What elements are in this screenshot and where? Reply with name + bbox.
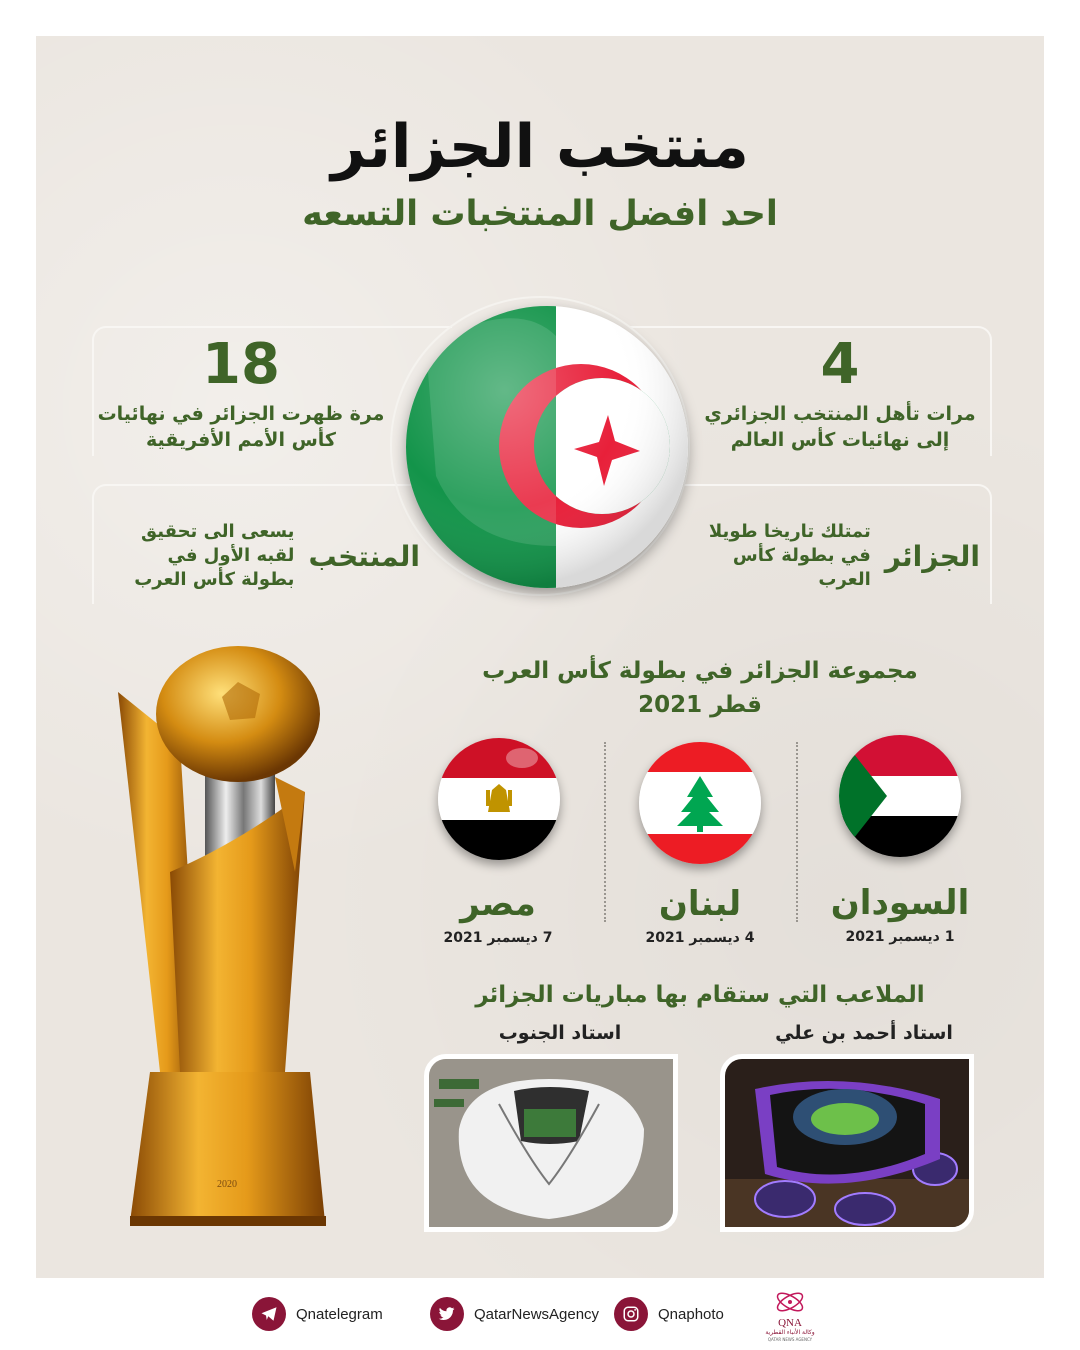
note-line: يسعى الى تحقيق xyxy=(141,521,295,542)
sudan-flag-icon xyxy=(839,735,961,857)
team-name: مصر xyxy=(460,884,536,924)
footer-twitter[interactable] xyxy=(430,1297,599,1331)
team-name: السودان xyxy=(830,883,970,923)
stat-afcon-appearances xyxy=(96,332,386,453)
twitter-icon xyxy=(430,1297,464,1331)
group-team-egypt xyxy=(398,738,598,946)
qna-english-name: QATAR NEWS AGENCY xyxy=(767,1337,813,1342)
algeria-flag-icon xyxy=(406,306,688,588)
stat-number: 18 xyxy=(202,332,280,397)
note-line: في بطولة كأس xyxy=(732,545,871,566)
group-team-lebanon xyxy=(600,742,800,946)
instagram-handle: Qnaphoto xyxy=(658,1305,724,1323)
note-line: لقبه الأول في xyxy=(167,545,295,566)
qna-abbr: QNA xyxy=(778,1317,802,1329)
stat-line-2: كأس الأمم الأفريقية xyxy=(146,429,336,451)
group-team-sudan xyxy=(800,735,1000,945)
group-title-line-1: مجموعة الجزائر في بطولة كأس العرب xyxy=(482,658,918,684)
page-title: منتخب الجزائر xyxy=(331,112,749,182)
stadium-name-ahmad-bin-ali: استاد أحمد بن علي xyxy=(775,1022,953,1044)
arab-cup-trophy-image xyxy=(110,642,340,1242)
trophy-year: 2020 xyxy=(217,1179,237,1190)
stat-line-1: مرات تأهل المنتخب الجزائري xyxy=(704,403,976,425)
qna-arabic-name: وكالة الأنباء القطرية xyxy=(765,1329,815,1336)
group-title-line-2: قطر 2021 xyxy=(638,692,762,718)
al-janoub-stadium-photo xyxy=(424,1054,678,1232)
instagram-icon xyxy=(614,1297,648,1331)
twitter-handle: QatarNewsAgency xyxy=(474,1305,600,1323)
stat-number: 4 xyxy=(820,332,860,397)
note-line: العرب xyxy=(818,569,871,590)
team-name: لبنان xyxy=(658,884,742,924)
lebanon-flag-icon xyxy=(639,742,761,864)
team-match-date: 4 ديسمبر 2021 xyxy=(645,930,755,946)
group-title xyxy=(460,654,940,722)
telegram-icon xyxy=(252,1297,286,1331)
footer-telegram[interactable] xyxy=(252,1297,383,1331)
footer-instagram[interactable] xyxy=(614,1297,724,1331)
stat-line-2: إلى نهائيات كأس العالم xyxy=(730,429,950,451)
ahmad-bin-ali-stadium-photo xyxy=(720,1054,974,1232)
note-line: تمتلك تاريخا طويلا xyxy=(708,521,871,542)
page-subtitle: احد افضل المنتخبات التسعه xyxy=(302,194,778,234)
note-label: المنتخب xyxy=(308,539,420,573)
stat-line-1: مرة ظهرت الجزائر في نهائيات xyxy=(97,403,385,425)
note-algeria xyxy=(690,520,980,592)
team-match-date: 1 ديسمبر 2021 xyxy=(845,929,955,945)
note-team xyxy=(110,520,420,592)
egypt-flag-icon xyxy=(438,738,560,860)
qna-atom-icon xyxy=(770,1290,810,1314)
note-line: بطولة كأس العرب xyxy=(134,569,295,590)
stadium-name-al-janoub: استاد الجنوب xyxy=(498,1022,622,1044)
telegram-handle: Qnatelegram xyxy=(296,1305,383,1323)
stadiums-title: الملاعب التي ستقام بها مباريات الجزائر xyxy=(475,982,925,1008)
note-label: الجزائر xyxy=(884,539,980,573)
stat-world-cup-qualifications xyxy=(690,332,990,453)
qna-logo xyxy=(750,1290,830,1343)
team-match-date: 7 ديسمبر 2021 xyxy=(443,930,553,946)
